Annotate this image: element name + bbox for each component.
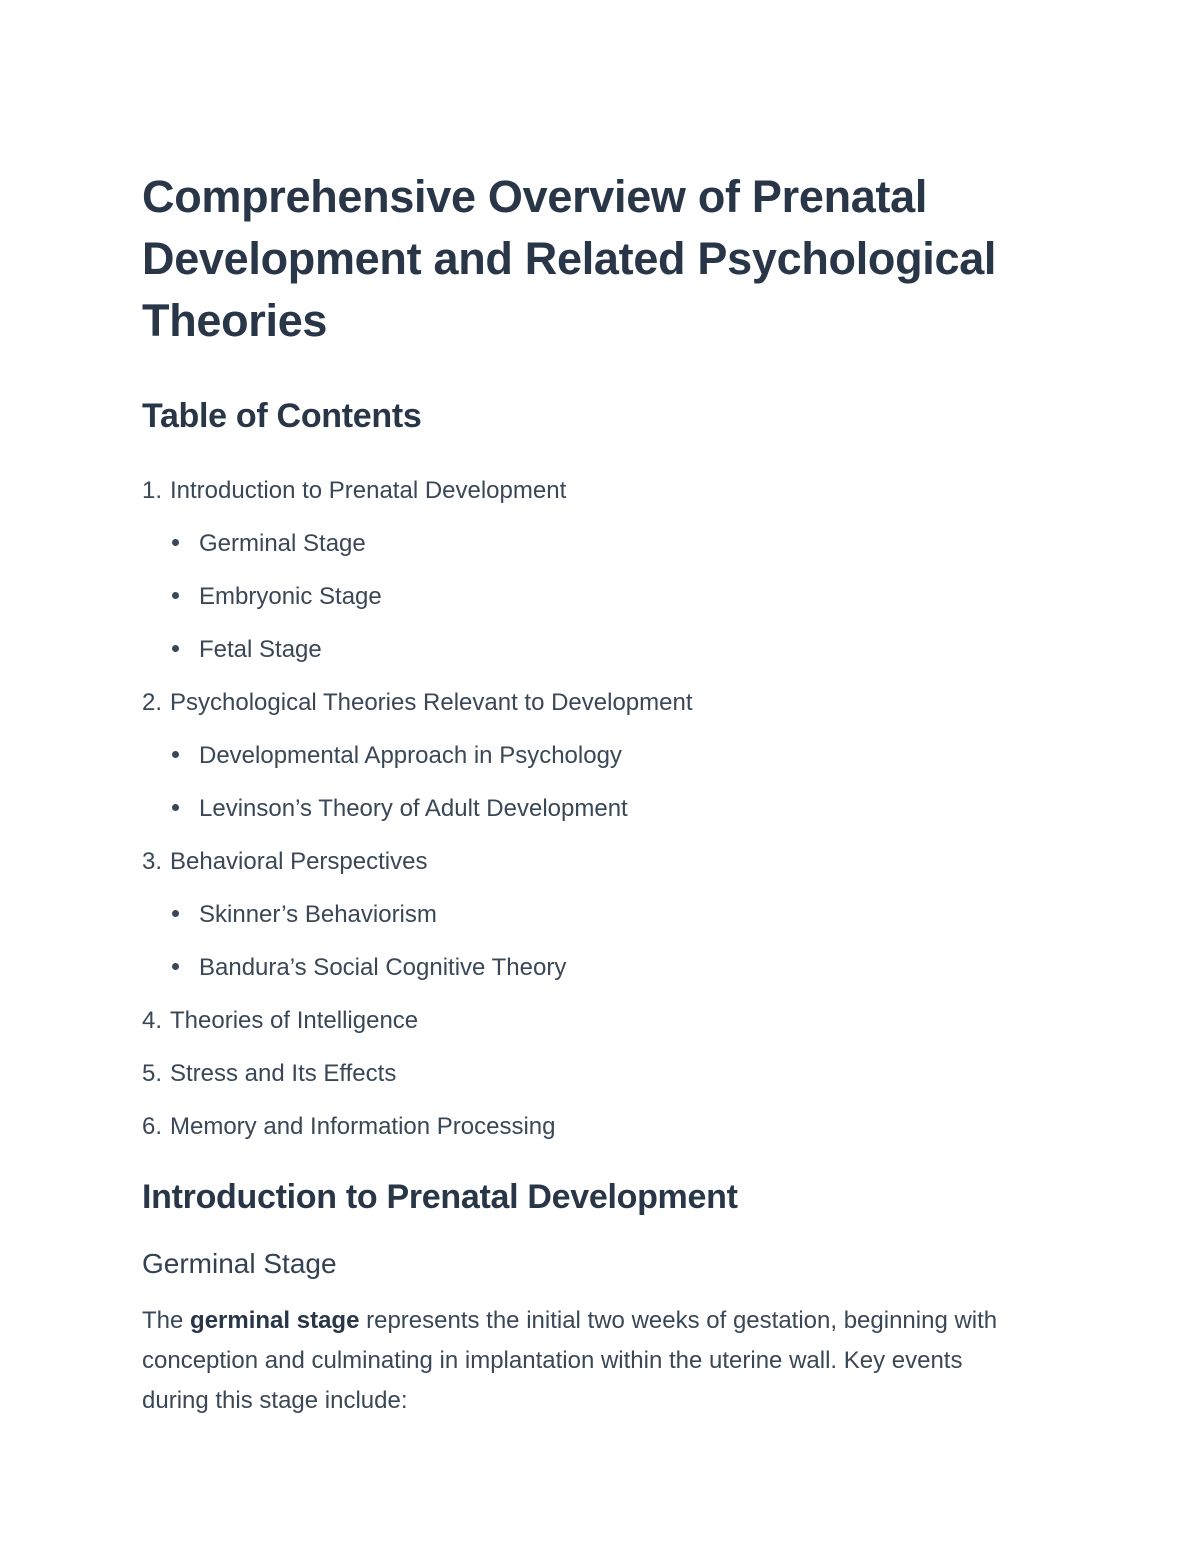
toc-heading: Table of Contents [142,397,422,435]
toc-subitem[interactable] [142,517,1042,570]
toc-item[interactable] [142,1100,1042,1153]
bullet-icon [172,539,179,546]
document-page [142,166,1042,1421]
toc-subitem[interactable] [142,782,1042,835]
toc-item[interactable] [142,676,1042,729]
paragraph-lead: The [142,1307,191,1334]
toc-item-label: Stress and Its Effects [170,1060,397,1087]
document-title: Comprehensive Overview of Prenatal Development and Related Psychological Theories [142,171,997,346]
bullet-icon [172,645,179,652]
toc-item-number: 2. [142,689,163,716]
toc-item-label: Behavioral Perspectives [170,848,428,875]
subsection-heading: Germinal Stage [142,1248,337,1279]
toc-subitem-label: Bandura’s Social Cognitive Theory [199,954,567,981]
toc-subitem[interactable] [142,623,1042,676]
bullet-icon [172,751,179,758]
toc-subitem-label: Fetal Stage [199,636,322,663]
toc-item[interactable] [142,835,1042,888]
toc-item-number: 1. [142,477,163,504]
bullet-icon [172,963,179,970]
toc-subitem-label: Embryonic Stage [199,583,382,610]
toc-subitem[interactable] [142,729,1042,782]
body-paragraph [142,1301,1002,1421]
toc-subitem[interactable] [142,888,1042,941]
toc-item-number: 5. [142,1060,163,1087]
bullet-icon [172,592,179,599]
bullet-icon [172,910,179,917]
section-heading: Introduction to Prenatal Development [142,1178,738,1216]
toc-subitem-label: Skinner’s Behaviorism [199,901,437,928]
toc-subitem-label: Germinal Stage [199,530,366,557]
toc-item-label: Theories of Intelligence [170,1007,419,1034]
toc-item[interactable] [142,994,1042,1047]
toc-item-number: 6. [142,1113,163,1140]
toc-subitem-label: Developmental Approach in Psychology [199,742,622,769]
toc-subitem[interactable] [142,570,1042,623]
bullet-icon [172,804,179,811]
toc-item[interactable] [142,464,1042,517]
toc-subitem[interactable] [142,941,1042,994]
toc-subitem-label: Levinson’s Theory of Adult Development [199,795,628,822]
paragraph-bold-term: germinal stage [190,1307,360,1334]
table-of-contents [142,464,1042,1153]
toc-item-label: Introduction to Prenatal Development [170,477,567,504]
toc-item-label: Psychological Theories Relevant to Development [170,689,693,716]
toc-item-label: Memory and Information Processing [170,1113,556,1140]
paragraph-rest: represents the initial two weeks of gestation, beginning with conception and culminating in implantation within the uterine wall. Key events during this stage include: [142,1307,998,1414]
toc-item[interactable] [142,1047,1042,1100]
toc-item-number: 4. [142,1007,163,1034]
toc-item-number: 3. [142,848,163,875]
